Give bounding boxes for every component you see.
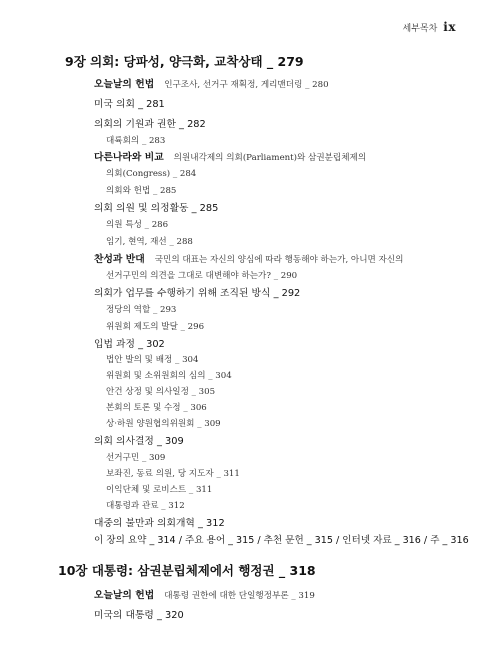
- toc-subentry: 위원회 제도의 발달 _ 296: [106, 322, 205, 332]
- toc-subentry: 위원회 및 소위원회의 심의 _ 304: [106, 371, 232, 381]
- chapter-9-heading: 9장 의회: 당파성, 양극화, 교착상태 _ 279: [65, 54, 304, 69]
- entry-subtitle: 대통령 권한에 대한 단일행정부론 _ 319: [164, 591, 315, 601]
- toc-subentry: 임기, 현역, 재선 _ 288: [106, 237, 193, 247]
- toc-entry: 대중의 불만과 의회개혁 _ 312: [94, 518, 225, 529]
- toc-subentry: 안건 상정 및 의사일정 _ 305: [106, 387, 216, 397]
- toc-subentry-continued: 의회(Congress) _ 284: [106, 169, 197, 179]
- toc-entry: [94, 591, 315, 601]
- toc-entry: 의회가 업무를 수행하기 위해 조직된 방식 _ 292: [94, 288, 301, 299]
- chapter-10-heading: 10장 대통령: 삼권분립체제에서 행정권 _ 318: [58, 563, 316, 578]
- entry-subtitle: 의원내각제의 의회(Parliament)와 삼권분립체제의: [173, 153, 367, 163]
- toc-entry: 미국의 대통령 _ 320: [94, 610, 184, 621]
- toc-subentry: 법안 발의 및 배정 _ 304: [106, 355, 199, 365]
- entry-subtitle: 국민의 대표는 자신의 양심에 따라 행동해야 하는가, 아니면 자신의: [154, 255, 404, 265]
- toc-subentry: 대륙회의 _ 283: [106, 136, 166, 146]
- header-section-title: 세부목차: [402, 24, 438, 34]
- toc-subentry: 보좌진, 동료 의원, 당 지도자 _ 311: [106, 469, 240, 479]
- toc-entry: 의회의 기원과 권한 _ 282: [94, 119, 206, 130]
- toc-subentry-continued: 선거구민의 의견을 그대로 대변해야 하는가? _ 290: [106, 271, 298, 281]
- running-header: [403, 20, 457, 34]
- toc-subentry: 이익단체 및 로비스트 _ 311: [106, 485, 213, 495]
- entry-title: 오늘날의 헌법: [94, 79, 155, 90]
- toc-entry: [94, 255, 403, 265]
- header-page-number: ix: [443, 20, 456, 34]
- toc-entry: 의회 의원 및 의정활동 _ 285: [94, 203, 219, 214]
- toc-entry: 의회 의사결정 _ 309: [94, 436, 184, 447]
- entry-title: 다른나라와 비교: [94, 152, 164, 163]
- toc-subentry: 본회의 토론 및 수정 _ 306: [106, 403, 207, 413]
- entry-subtitle: 인구조사, 선거구 재획정, 게리맨더링 _ 280: [164, 80, 329, 90]
- entry-title: 오늘날의 헌법: [94, 590, 155, 601]
- chapter-back-matter: 이 장의 요약 _ 314 / 주요 용어 _ 315 / 추천 문헌 _ 315 / 인터넷 자료 _ 316 / 주 _ 316: [94, 535, 469, 546]
- toc-entry: [94, 153, 366, 163]
- toc-entry: 입법 과정 _ 302: [94, 339, 165, 350]
- toc-entry: 미국 의회 _ 281: [94, 99, 165, 110]
- toc-subentry: 대통령과 관료 _ 312: [106, 501, 185, 511]
- toc-subentry: 선거구민 _ 309: [106, 453, 166, 463]
- toc-subentry: 의원 특성 _ 286: [106, 220, 169, 230]
- toc-subentry: 상·하원 양원협의위원회 _ 309: [106, 419, 221, 429]
- toc-subentry: 의회와 헌법 _ 285: [106, 186, 177, 196]
- toc-subentry: 정당의 역할 _ 293: [106, 305, 177, 315]
- entry-title: 찬성과 반대: [94, 254, 145, 265]
- toc-entry: [94, 80, 329, 90]
